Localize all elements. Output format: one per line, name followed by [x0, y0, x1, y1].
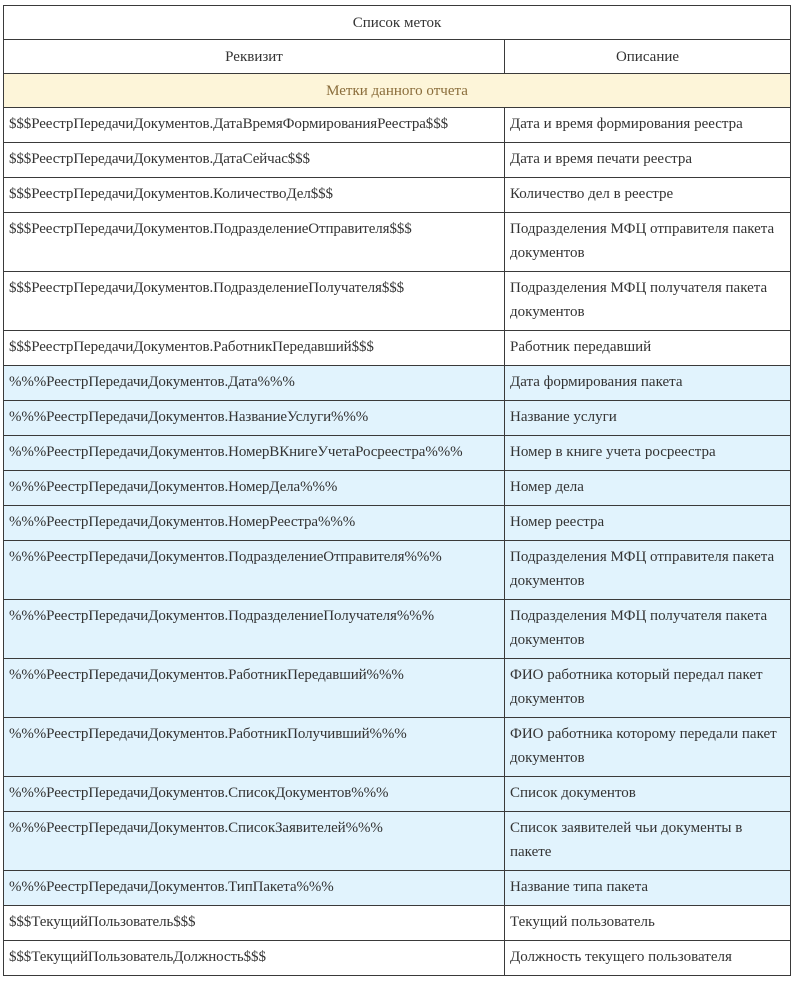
- label-description-cell: Текущий пользователь: [505, 906, 791, 941]
- table-row: [4, 471, 791, 506]
- table-row: [4, 213, 791, 272]
- label-key-cell: %%%РеестрПередачиДокументов.НомерВКнигеУчетаРосреестра%%%: [4, 436, 505, 471]
- label-description-cell: ФИО работника которому передали пакет документов: [505, 718, 791, 777]
- label-description-cell: Дата формирования пакета: [505, 366, 791, 401]
- label-key-cell: %%%РеестрПередачиДокументов.РаботникПередавший%%%: [4, 659, 505, 718]
- label-description-cell: Подразделения МФЦ отправителя пакета документов: [505, 541, 791, 600]
- table-row: [4, 143, 791, 178]
- label-description-cell: Список заявителей чьи документы в пакете: [505, 812, 791, 871]
- table-row: [4, 178, 791, 213]
- label-key-cell: %%%РеестрПередачиДокументов.ПодразделениеОтправителя%%%: [4, 541, 505, 600]
- table-caption: Список меток: [4, 6, 791, 40]
- label-description-cell: Подразделения МФЦ получателя пакета документов: [505, 600, 791, 659]
- label-description-cell: Дата и время формирования реестра: [505, 108, 791, 143]
- label-description-cell: Дата и время печати реестра: [505, 143, 791, 178]
- label-description-cell: Название услуги: [505, 401, 791, 436]
- label-description-cell: Номер в книге учета росреестра: [505, 436, 791, 471]
- label-description-cell: Должность текущего пользователя: [505, 941, 791, 976]
- table-row: [4, 272, 791, 331]
- label-key-cell: $$$РеестрПередачиДокументов.ПодразделениеПолучателя$$$: [4, 272, 505, 331]
- table-row: [4, 600, 791, 659]
- label-key-cell: %%%РеестрПередачиДокументов.НомерРеестра%%%: [4, 506, 505, 541]
- label-key-cell: $$$РеестрПередачиДокументов.ДатаВремяФормированияРеестра$$$: [4, 108, 505, 143]
- label-description-cell: Номер реестра: [505, 506, 791, 541]
- table-row: [4, 871, 791, 906]
- label-description-cell: Работник передавший: [505, 331, 791, 366]
- label-key-cell: %%%РеестрПередачиДокументов.СписокДокументов%%%: [4, 777, 505, 812]
- label-key-cell: %%%РеестрПередачиДокументов.ТипПакета%%%: [4, 871, 505, 906]
- table-row: [4, 331, 791, 366]
- section-title: Метки данного отчета: [4, 74, 791, 108]
- label-description-cell: ФИО работника который передал пакет документов: [505, 659, 791, 718]
- table-caption-row: [4, 6, 791, 40]
- label-key-cell: %%%РеестрПередачиДокументов.РаботникПолучивший%%%: [4, 718, 505, 777]
- label-key-cell: %%%РеестрПередачиДокументов.СписокЗаявителей%%%: [4, 812, 505, 871]
- label-key-cell: $$$РеестрПередачиДокументов.КоличествоДел$$$: [4, 178, 505, 213]
- label-key-cell: $$$ТекущийПользовательДолжность$$$: [4, 941, 505, 976]
- table-row: [4, 941, 791, 976]
- table-header-row: [4, 40, 791, 74]
- table-row: [4, 659, 791, 718]
- section-row: [4, 74, 791, 108]
- label-key-cell: %%%РеестрПередачиДокументов.НазваниеУслуги%%%: [4, 401, 505, 436]
- table-row: [4, 541, 791, 600]
- labels-table: [3, 5, 791, 976]
- label-key-cell: $$$РеестрПередачиДокументов.ДатаСейчас$$$: [4, 143, 505, 178]
- table-row: [4, 401, 791, 436]
- label-key-cell: $$$ТекущийПользователь$$$: [4, 906, 505, 941]
- table-row: [4, 718, 791, 777]
- label-description-cell: Список документов: [505, 777, 791, 812]
- table-row: [4, 366, 791, 401]
- table-body: [4, 74, 791, 976]
- label-key-cell: $$$РеестрПередачиДокументов.РаботникПередавший$$$: [4, 331, 505, 366]
- label-key-cell: $$$РеестрПередачиДокументов.ПодразделениеОтправителя$$$: [4, 213, 505, 272]
- label-description-cell: Подразделения МФЦ получателя пакета документов: [505, 272, 791, 331]
- label-description-cell: Подразделения МФЦ отправителя пакета документов: [505, 213, 791, 272]
- table-row: [4, 108, 791, 143]
- label-key-cell: %%%РеестрПередачиДокументов.ПодразделениеПолучателя%%%: [4, 600, 505, 659]
- table-row: [4, 506, 791, 541]
- table-row: [4, 436, 791, 471]
- table-row: [4, 812, 791, 871]
- column-header-key: Реквизит: [4, 40, 505, 74]
- label-description-cell: Номер дела: [505, 471, 791, 506]
- label-key-cell: %%%РеестрПередачиДокументов.НомерДела%%%: [4, 471, 505, 506]
- table-row: [4, 777, 791, 812]
- label-description-cell: Название типа пакета: [505, 871, 791, 906]
- column-header-description: Описание: [505, 40, 791, 74]
- labels-table-container: [3, 5, 790, 976]
- label-key-cell: %%%РеестрПередачиДокументов.Дата%%%: [4, 366, 505, 401]
- table-row: [4, 906, 791, 941]
- label-description-cell: Количество дел в реестре: [505, 178, 791, 213]
